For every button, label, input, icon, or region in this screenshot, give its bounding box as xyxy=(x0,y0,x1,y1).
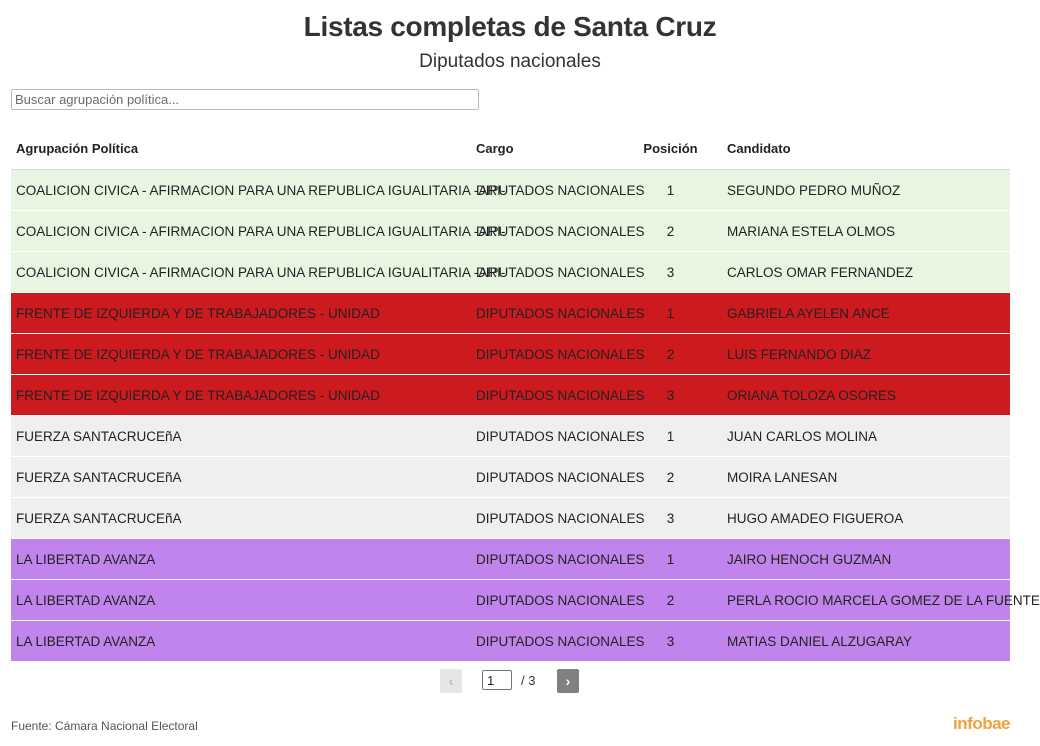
cell-agrupacion: FUERZA SANTACRUCEñA xyxy=(11,416,471,457)
cell-posicion: 3 xyxy=(619,252,722,293)
cell-agrupacion: FUERZA SANTACRUCEñA xyxy=(11,457,471,498)
cell-posicion: 1 xyxy=(619,539,722,580)
table-row xyxy=(11,580,1010,621)
cell-candidato: CARLOS OMAR FERNANDEZ xyxy=(722,252,1010,293)
cell-candidato: HUGO AMADEO FIGUEROA xyxy=(722,498,1010,539)
cell-agrupacion: LA LIBERTAD AVANZA xyxy=(11,539,471,580)
cell-posicion: 3 xyxy=(619,498,722,539)
page-title: Listas completas de Santa Cruz xyxy=(303,11,717,42)
cell-cargo: DIPUTADOS NACIONALES xyxy=(471,621,619,662)
source-note: Fuente: Cámara Nacional Electoral xyxy=(11,719,198,733)
table-row xyxy=(11,457,1010,498)
cell-posicion: 2 xyxy=(619,580,722,621)
cell-cargo: DIPUTADOS NACIONALES xyxy=(471,375,619,416)
cell-posicion: 2 xyxy=(619,211,722,252)
cell-candidato: PERLA ROCIO MARCELA GOMEZ DE LA FUENTE xyxy=(722,580,1010,621)
table-row xyxy=(11,293,1010,334)
infobae-logo[interactable]: infobae xyxy=(953,714,1010,733)
table-row xyxy=(11,252,1010,293)
cell-posicion: 1 xyxy=(619,293,722,334)
cell-candidato: GABRIELA AYELEN ANCE xyxy=(722,293,1010,334)
cell-cargo: DIPUTADOS NACIONALES xyxy=(471,457,619,498)
cell-cargo: DIPUTADOS NACIONALES xyxy=(471,252,619,293)
cell-agrupacion: LA LIBERTAD AVANZA xyxy=(11,580,471,621)
cell-candidato: SEGUNDO PEDRO MUÑOZ xyxy=(722,170,1010,211)
cell-agrupacion: FRENTE DE IZQUIERDA Y DE TRABAJADORES - UNIDAD xyxy=(11,293,471,334)
page-total: / 3 xyxy=(521,673,536,688)
cell-posicion: 2 xyxy=(619,457,722,498)
table-row xyxy=(11,416,1010,457)
table-body xyxy=(11,170,1040,662)
table-row xyxy=(11,621,1010,662)
cell-cargo: DIPUTADOS NACIONALES xyxy=(471,170,619,211)
cell-candidato: JAIRO HENOCH GUZMAN xyxy=(722,539,1010,580)
column-header-candidato[interactable]: Candidato xyxy=(722,127,1010,170)
cell-candidato: ORIANA TOLOZA OSORES xyxy=(722,375,1010,416)
cell-candidato: JUAN CARLOS MOLINA xyxy=(722,416,1010,457)
table-row xyxy=(11,375,1010,416)
cell-posicion: 1 xyxy=(619,416,722,457)
cell-candidato: MATIAS DANIEL ALZUGARAY xyxy=(722,621,1010,662)
table-row xyxy=(11,170,1010,211)
table-row xyxy=(11,334,1010,375)
cell-agrupacion: FRENTE DE IZQUIERDA Y DE TRABAJADORES - UNIDAD xyxy=(11,375,471,416)
table-row xyxy=(11,211,1010,252)
table-header-row xyxy=(11,127,1010,170)
cell-agrupacion: COALICION CIVICA - AFIRMACION PARA UNA REPUBLICA IGUALITARIA -ARI- xyxy=(11,170,471,211)
cell-agrupacion: COALICION CIVICA - AFIRMACION PARA UNA REPUBLICA IGUALITARIA -ARI- xyxy=(11,252,471,293)
cell-posicion: 1 xyxy=(619,170,722,211)
cell-posicion: 2 xyxy=(619,334,722,375)
search-input[interactable] xyxy=(11,89,479,110)
cell-cargo: DIPUTADOS NACIONALES xyxy=(471,539,619,580)
cell-cargo: DIPUTADOS NACIONALES xyxy=(471,580,619,621)
column-header-cargo[interactable]: Cargo xyxy=(471,127,619,170)
cell-agrupacion: LA LIBERTAD AVANZA xyxy=(11,621,471,662)
page-subtitle: Diputados nacionales xyxy=(419,51,601,72)
cell-candidato: MOIRA LANESAN xyxy=(722,457,1010,498)
cell-candidato: LUIS FERNANDO DIAZ xyxy=(722,334,1010,375)
cell-cargo: DIPUTADOS NACIONALES xyxy=(471,416,619,457)
cell-agrupacion: COALICION CIVICA - AFIRMACION PARA UNA REPUBLICA IGUALITARIA -ARI- xyxy=(11,211,471,252)
column-header-agrupacion[interactable]: Agrupación Política xyxy=(11,127,471,170)
prev-page-button[interactable]: ‹ xyxy=(440,669,462,693)
cell-agrupacion: FUERZA SANTACRUCEñA xyxy=(11,498,471,539)
next-page-button[interactable]: › xyxy=(557,669,579,693)
cell-cargo: DIPUTADOS NACIONALES xyxy=(471,293,619,334)
page-number-input[interactable] xyxy=(482,670,512,690)
pagination xyxy=(0,669,1020,693)
cell-candidato: MARIANA ESTELA OLMOS xyxy=(722,211,1010,252)
cell-cargo: DIPUTADOS NACIONALES xyxy=(471,211,619,252)
table-row xyxy=(11,539,1010,580)
cell-posicion: 3 xyxy=(619,375,722,416)
column-header-posicion[interactable]: Posición xyxy=(619,127,722,170)
results-table xyxy=(11,127,1040,662)
cell-posicion: 3 xyxy=(619,621,722,662)
table-row xyxy=(11,498,1010,539)
cell-agrupacion: FRENTE DE IZQUIERDA Y DE TRABAJADORES - UNIDAD xyxy=(11,334,471,375)
cell-cargo: DIPUTADOS NACIONALES xyxy=(471,498,619,539)
cell-cargo: DIPUTADOS NACIONALES xyxy=(471,334,619,375)
